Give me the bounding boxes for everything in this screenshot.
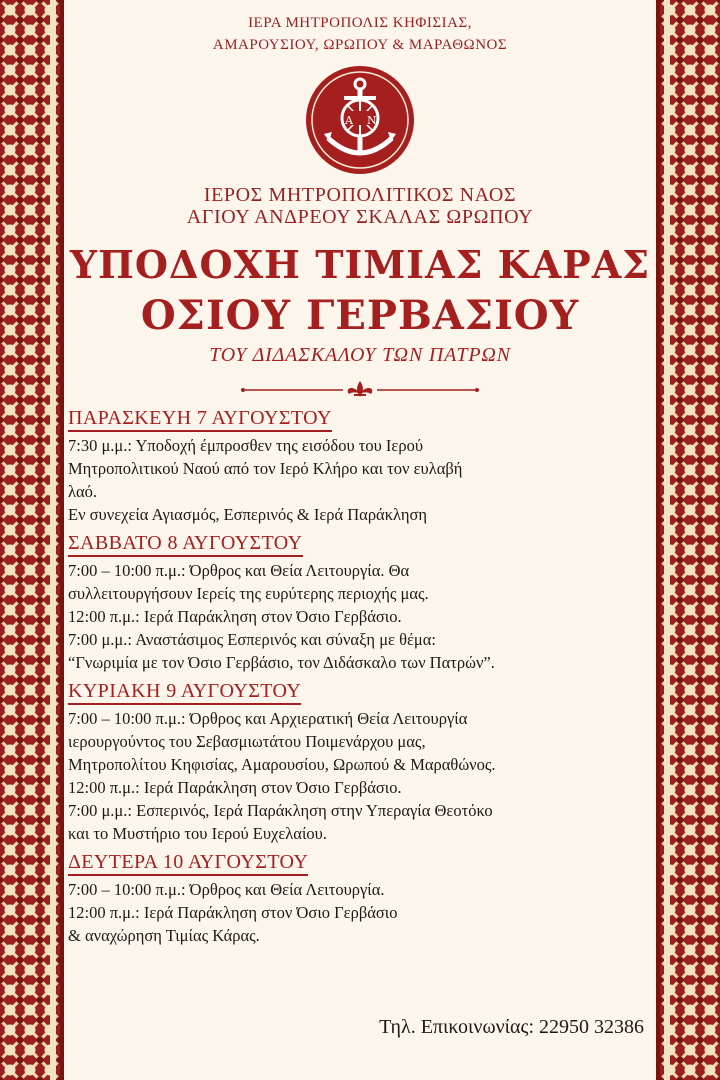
schedule-line: ιερουργούντος του Σεβασμιωτάτου Ποιμενάρχου μας, <box>68 732 426 751</box>
diocese-line-1: ΙΕΡΑ ΜΗΤΡΟΠΟΛΙΣ ΚΗΦΙΣΙΑΣ, <box>248 15 472 31</box>
church-line-1: ΙΕΡΟΣ ΜΗΤΡΟΠΟΛΙΤΙΚΟΣ ΝΑΟΣ <box>203 184 517 206</box>
schedule-line: “Γνωριμία με τον Όσιο Γερβάσιο, τον Διδάσκαλο των Πατρών”. <box>68 653 495 672</box>
day-block <box>68 851 652 947</box>
day-heading: ΔΕΥΤΕΡΑ 10 ΑΥΓΟΥΣΤΟΥ <box>68 851 308 876</box>
schedule-line: 7:00 μ.μ.: Αναστάσιμος Εσπερινός και σύναξη με θέμα: <box>68 630 436 649</box>
schedule-line: 7:00 – 10:00 π.μ.: Όρθρος και Θεία Λειτουργία. Θα <box>68 561 410 580</box>
church-line-2: ΑΓΙΟΥ ΑΝΔΡΕΟΥ ΣΚΑΛΑΣ ΩΡΩΠΟΥ <box>186 206 534 228</box>
day-heading: ΚΥΡΙΑΚΗ 9 ΑΥΓΟΥΣΤΟΥ <box>68 680 301 705</box>
schedule-line: 12:00 π.μ.: Ιερά Παράκληση στον Όσιο Γερβάσιο <box>68 903 398 922</box>
schedule-line: 12:00 π.μ.: Ιερά Παράκληση στον Όσιο Γερβάσιο. <box>68 778 402 797</box>
emblem-letter-left: Α <box>345 114 353 127</box>
diocese-line-2: ΑΜΑΡΟΥΣΙΟΥ, ΩΡΩΠΟΥ & ΜΑΡΑΘΩΝΟΣ <box>212 37 508 53</box>
schedule-line: 7:30 μ.μ.: Υποδοχή έμπροσθεν της εισόδου του Ιερού <box>68 436 423 455</box>
anchor-chi-rho-emblem-icon <box>304 64 416 176</box>
schedule <box>68 407 652 947</box>
emblem-letter-right: Ν <box>367 114 377 127</box>
schedule-line: 7:00 – 10:00 π.μ.: Όρθρος και Αρχιερατική Θεία Λειτουργία <box>68 709 468 728</box>
main-title-line-1: ΥΠΟΔΟΧΗ ΤΙΜΙΑΣ ΚΑΡΑΣ <box>69 242 651 287</box>
schedule-line: Εν συνεχεία Αγιασμός, Εσπερινός & Ιερά Παράκληση <box>68 505 428 524</box>
day-block <box>68 532 652 674</box>
schedule-line: λαό. <box>68 482 98 501</box>
day-heading: ΠΑΡΑΣΚΕΥΗ 7 ΑΥΓΟΥΣΤΟΥ <box>68 407 332 432</box>
schedule-line: συλλειτουργήσουν Ιερείς της ευρύτερης περιοχής μας. <box>68 584 429 603</box>
schedule-line: 12:00 π.μ.: Ιερά Παράκληση στον Όσιο Γερβάσιο. <box>68 607 402 626</box>
diocese-name <box>68 12 652 56</box>
schedule-line: 7:00 μ.μ.: Εσπερινός, Ιερά Παράκληση στην Υπεραγία Θεοτόκο <box>68 801 493 820</box>
church-name <box>68 184 652 228</box>
poster-content <box>68 0 652 1038</box>
schedule-line: και το Μυστήριο του Ιερού Ευχελαίου. <box>68 824 327 843</box>
day-heading: ΣΑΒΒΑΤΟ 8 ΑΥΓΟΥΣΤΟΥ <box>68 532 303 557</box>
schedule-line: Μητροπολιτικού Ναού από τον Ιερό Κλήρο και τον ευλαβή <box>68 459 463 478</box>
day-block <box>68 680 652 845</box>
schedule-line: & αναχώρηση Τιμίας Κάρας. <box>68 926 260 945</box>
left-ornamental-border <box>0 0 64 1080</box>
main-title-line-2: ΟΣΙΟΥ ΓΕΡΒΑΣΙΟΥ <box>140 292 580 339</box>
right-ornamental-border <box>656 0 720 1080</box>
contact-phone: Τηλ. Επικοινωνίας: 22950 32386 <box>379 1016 644 1038</box>
main-subtitle: ΤΟΥ ΔΙΔΑΣΚΑΛΟΥ ΤΩΝ ΠΑΤΡΩΝ <box>209 344 511 366</box>
schedule-line: Μητροπολίτου Κηφισίας, Αμαρουσίου, Ωρωπού & Μαραθώνος. <box>68 755 496 774</box>
schedule-line: 7:00 – 10:00 π.μ.: Όρθρος και Θεία Λειτουργία. <box>68 880 385 899</box>
day-block <box>68 407 652 526</box>
fleur-divider-icon <box>235 379 485 401</box>
